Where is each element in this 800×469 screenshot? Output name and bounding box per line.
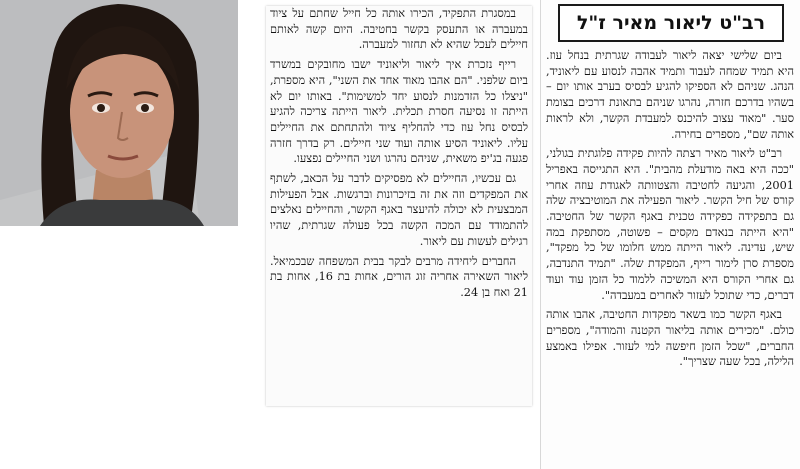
paragraph: רייף נזכרת איך ליאור וליאוניד ישבו מחובקים במשרד ביום שלפני. "הם אהבו מאוד אחד את השני", היא מספרת, "ניצלו כל הזדמנות לנסוע יחד למשימות". באותו יום לא הייתה זו נסיעה חסרת תכלית. ליאור הייתה צריכה להגיע לבסיס נחל עוז כדי להחליף ציוד ולהתחתם את החיילים עליו. ליאוניד הסיע אותה ועוד שני חיילים. רק בדרך חזרה פגעה בג'יפ משאית, שניהם נהרגו ושני החיילים נפצעו. [270, 58, 528, 166]
paragraph: החברים ליחידה מרבים לבקר בבית המשפחה שבכמיאל. ליאור השאירה אחריה זוג הורים, אחות בת 16, אחות בת 21 ואח בן 24. [270, 254, 528, 299]
headline: רב"ט ליאור מאיר ז"ל [558, 4, 784, 42]
paragraph: ביום שלישי יצאה ליאור לעבודה שגרתית בנחל עוז. היא תמיד שמחה לעבוד ותמיד אהבה לנסוע עם ליאוניד, הנהג. שניהם לא הספיקו להגיע לבסיס בערב אותו יום – בשהיו בדרכם חזרה, נהרגו שניהם בתאונת דרכים בצומת סער. "מאוד עצוב להיכנס למעבדת הקשר, ולא לראות אותה שם", מספרים בחירה. [546, 49, 794, 141]
paragraph: במסגרת התפקיד, הכירו אותה כל חייל שחתם על ציוד במעברה או התעסק בקשר בחטיבה. היום קשה לאותם חיילים לעכל שהיא לא תחזור למעברה. [270, 7, 528, 52]
portrait-illustration [0, 0, 238, 226]
paragraph: רב"ט ליאור מאיר רצתה להיות פקידה פלוגתית בגולני, "ככה היא באה מודעלת מהבית". היא התגייסה באפריל 2001, והגיעה לחטיבה והצטוותה לאגודת עוזה אחרי קורס של חיל הקשר. ליאור הפעילה את המוטיבציה שלה גם בתפקידה כפקידה טכנית באגף הקשר של החטיבה. "היא הייתה בנאדם מקסים – פשוטה, מסתפקת במה שיש, עדינה. ליאור הייתה ממש חלומו של כל מפקד", מספרת סרן לימור רייף, המפקדת שלה. "תמיד התנדבה, גם אחרי הקורס היא המשיכה ללמוד כל הזמן עוד ועוד דברים, כדי שתוכל לעזור לאחרים במעבדה". [546, 147, 794, 302]
article-column-right [544, 48, 798, 469]
article-column-middle [266, 6, 532, 406]
paragraph: גם עכשיו, החיילים לא מפסיקים לדבר על הכאב, לשתף את המפקדים וזה את זה בזיכרונות וברגשות. אבל הפעילות המבצעית לא יכולה להיעצר באגף הקשר, והחיילים נאלצים להתמודד עם המכה הקשה בכל פעולה שגרתית, שהיו רגילים לעשות עם ליאור. [270, 172, 528, 248]
paragraph: באגף הקשר כמו בשאר מפקדות החטיבה, אהבו אותה כולם. "מכירים אותה בליאור הקטנה והמודה", מספרים החברים, "שכל הזמן חיפשה למי לעזור. אפילו באמצע הלילה, בכל שעה שצריך". [546, 308, 794, 369]
portrait-photo [0, 0, 238, 226]
